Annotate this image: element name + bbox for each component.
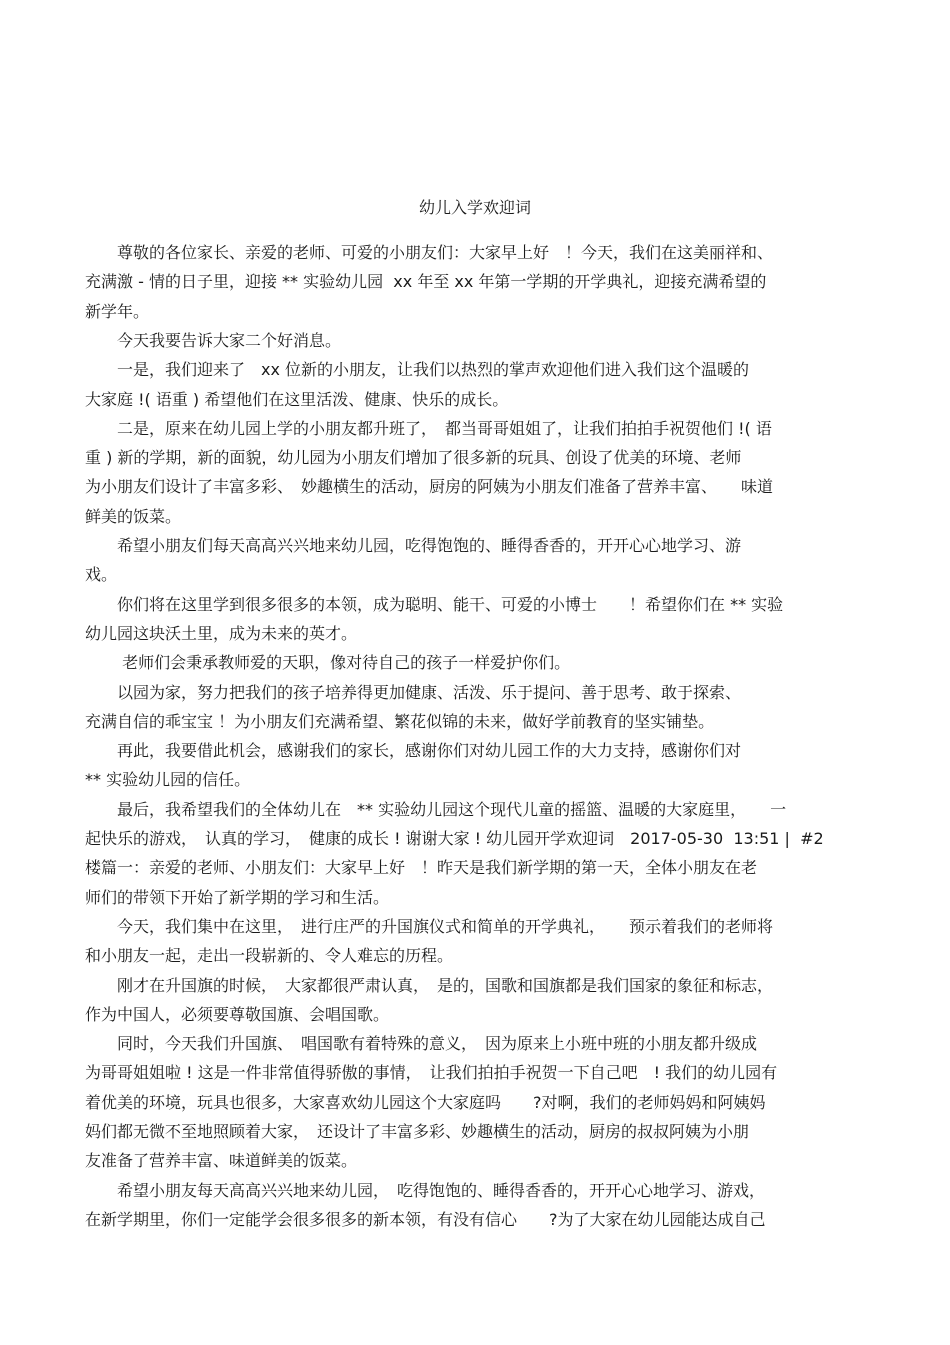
text-line: 充满激 - 情的日子里，迎接 ** 实验幼儿园 xx 年至 xx 年第一学期的开学典礼，迎接充满希望的 [85,272,767,292]
text-line: 你们将在这里学到很多很多的本领，成为聪明、能干、可爱的小博士 ！希望你们在 ** 实验 [85,594,784,614]
text-line: 师们的带领下开始了新学期的学习和生活。 [85,887,390,907]
text-line: 今天我要告诉大家二个好消息。 [85,330,342,350]
text-line: 戏。 [85,565,118,585]
text-line: 充满自信的乖宝宝 ！为小朋友们充满希望、繁花似锦的未来，做好学前教育的坚实铺垫。 [85,711,715,731]
document-title: 幼儿入学欢迎词 [418,198,531,217]
text-line: 尊敬的各位家长、亲爱的老师、可爱的小朋友们：大家早上好 ！今天，我们在这美丽祥和、 [85,243,774,262]
text-line: 希望小朋友每天高高兴兴地来幼儿园， 吃得饱饱的、睡得香香的，开开心心地学习、游戏， [85,1180,766,1200]
text-line: 老师们会秉承教师爱的天职，像对待自己的孩子一样爱护你们。 [85,653,571,673]
text-line: 幼儿园这块沃土里，成为未来的英才。 [85,623,358,643]
text-line: 楼篇一：亲爱的老师、小朋友们：大家早上好 ！昨天是我们新学期的第一天，全体小朋友在老 [85,858,758,878]
text-line: 刚才在升国旗的时候， 大家都很严肃认真， 是的，国歌和国旗都是我们国家的象征和标志， [85,975,774,995]
text-line: 今天，我们集中在这里， 进行庄严的升国旗仪式和简单的开学典礼， 预示着我们的老师将 [85,916,774,936]
text-line: 起快乐的游戏， 认真的学习， 健康的成长 ! 谢谢大家 ! 幼儿园开学欢迎词 2017-05-30 13:51 | #2 [85,829,824,848]
text-line: 着优美的环境，玩具也很多，大家喜欢幼儿园这个大家庭吗 ?对啊，我们的老师妈妈和阿姨妈 [85,1092,766,1112]
text-line: 大家庭 !( 语重 ) 希望他们在这里活泼、健康、快乐的成长。 [85,389,509,409]
text-line: 重 ) 新的学期，新的面貌，幼儿园为小朋友们增加了很多新的玩具、创设了优美的环境、老师 [85,448,742,468]
text-line: 新学年。 [85,301,150,321]
text-line: 最后，我希望我们的全体幼儿在 ** 实验幼儿园这个现代儿童的摇篮、温暖的大家庭里， 一 [85,799,787,819]
text-line: 希望小朋友们每天高高兴兴地来幼儿园，吃得饱饱的、睡得香香的，开开心心地学习、游 [85,536,742,555]
text-line: 友准备了营养丰富、味道鲜美的饭菜。 [85,1151,358,1171]
text-line: 为小朋友们设计了丰富多彩、 妙趣横生的活动，厨房的阿姨为小朋友们准备了营养丰富、 味道 [85,477,774,497]
text-line: 作为中国人，必须要尊敬国旗、会唱国歌。 [85,1004,390,1024]
text-line: 鲜美的饭菜。 [85,506,182,526]
text-line: 和小朋友一起，走出一段崭新的、令人难忘的历程。 [85,946,454,966]
text-line: 二是，原来在幼儿园上学的小朋友都升班了， 都当哥哥姐姐了，让我们拍拍手祝贺他们 !( 语 [85,418,772,438]
text-line: 同时，今天我们升国旗、 唱国歌有着特殊的意义， 因为原来上小班中班的小朋友都升级成 [85,1034,758,1054]
text-line: 以园为家，努力把我们的孩子培养得更加健康、活泼、乐于提问、善于思考、敢于探索、 [85,682,742,702]
text-line: ** 实验幼儿园的信任。 [85,770,251,790]
text-line: 再此，我要借此机会，感谢我们的家长，感谢你们对幼儿园工作的大力支持，感谢你们对 [85,741,742,761]
text-line: 一是，我们迎来了 xx 位新的小朋友，让我们以热烈的掌声欢迎他们进入我们这个温暖的 [85,360,750,380]
text-line: 妈们都无微不至地照顾着大家， 还设计了丰富多彩、妙趣横生的活动，厨房的叔叔阿姨为小朋 [85,1122,750,1141]
text-line: 在新学期里，你们一定能学会很多很多的新本领，有没有信心 ?为了大家在幼儿园能达成自己 [85,1209,766,1229]
text-line: 为哥哥姐姐啦 ! 这是一件非常值得骄傲的事情， 让我们拍拍手祝贺一下自己吧 ! 我们的幼儿园有 [85,1063,778,1083]
